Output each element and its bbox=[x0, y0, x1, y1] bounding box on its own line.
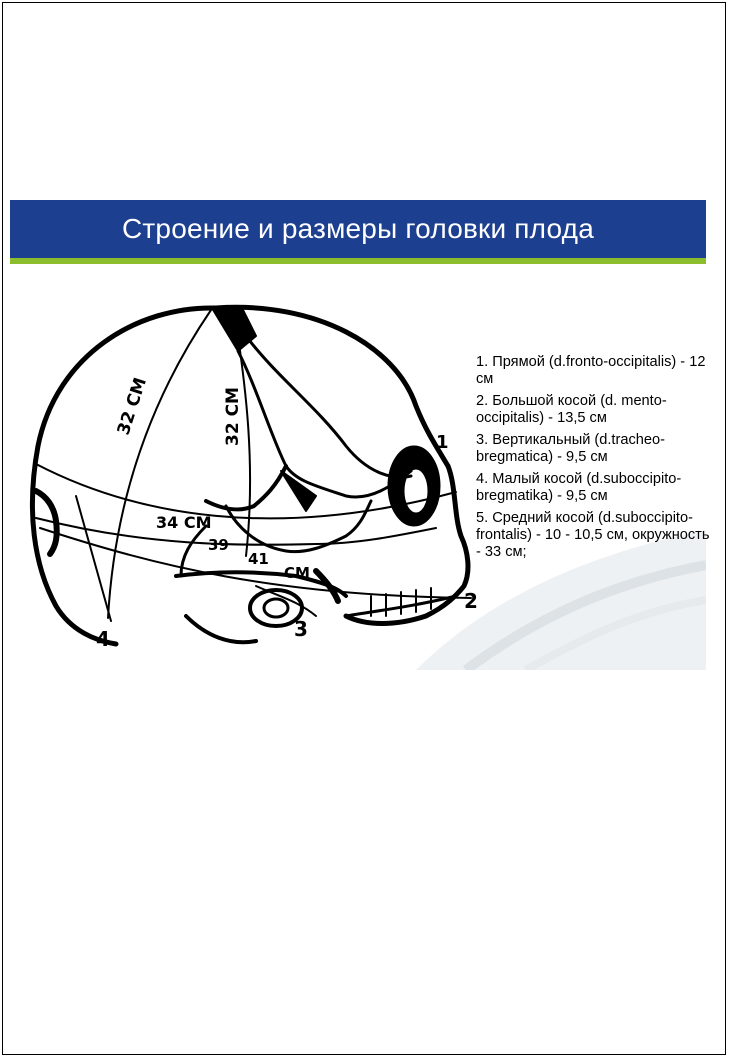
diameter-line-4 bbox=[76, 496, 111, 621]
circumference-arc-1 bbox=[108, 310, 211, 618]
diameter-label-2: 2 bbox=[464, 589, 478, 613]
circ-label-41: 41 bbox=[248, 550, 269, 568]
fetal-skull-diagram bbox=[16, 296, 486, 660]
circ-label-39: 39 bbox=[208, 536, 229, 554]
circ-label-32-a: 32 CM bbox=[113, 375, 151, 438]
diameter-label-4: 4 bbox=[96, 627, 110, 651]
legend-item-1: 1. Прямой (d.fronto-occipitalis) - 12 см bbox=[476, 354, 706, 387]
accent-line bbox=[10, 258, 706, 264]
legend-item-5: 5. Средний косой (d.suboccipito-frontalis) - 10 - 10,5 см, окружность - 33 см; bbox=[476, 510, 710, 560]
legend-item-2: 2. Большой косой (d. mento-occipitalis) - 13,5 см bbox=[476, 393, 667, 426]
circ-label-34: 34 CM bbox=[156, 513, 212, 532]
diameter-label-3: 3 bbox=[294, 617, 308, 641]
slide-title: Строение и размеры головки плода bbox=[121, 213, 594, 244]
circ-label-cm: CM bbox=[284, 564, 310, 582]
legend-item-4: 4. Малый косой (d.suboccipito-bregmatika) - 9,5 см bbox=[476, 471, 682, 504]
temporal-suture bbox=[206, 466, 286, 509]
diameter-label-1: 1 bbox=[436, 432, 449, 453]
slide bbox=[10, 200, 710, 670]
legend-item-3: 3. Вертикальный (d.tracheo-bregmatica) - 9,5 см bbox=[476, 432, 665, 465]
diameter-legend bbox=[476, 354, 712, 566]
circ-label-32-b: 32 CM bbox=[223, 387, 243, 446]
title-bar bbox=[10, 200, 706, 258]
